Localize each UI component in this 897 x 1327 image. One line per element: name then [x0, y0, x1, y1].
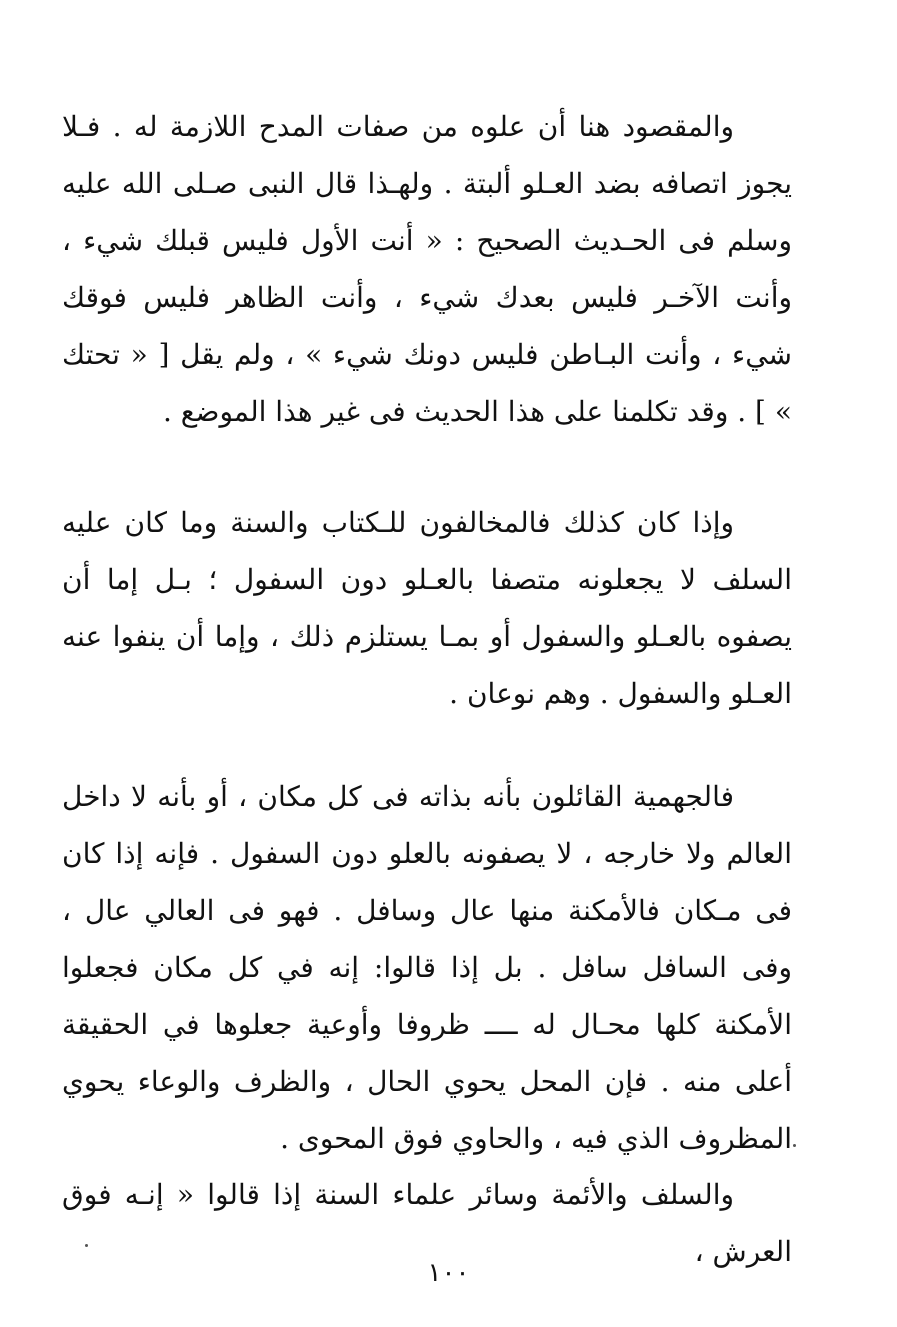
- scan-speck: [85, 1244, 88, 1247]
- paragraph-text: وإذا كان كذلك فالمخالفون للـكتاب والسنة وما كان عليه السلف لا يجعلونه متصفا بالعـلو دون السفول ؛ بـل إما أن يصفوه بالعـلو والسفول أو بمـا يستلزم ذلك ، وإما أن ينفوا عنه العـلو والسفول . وهم نوعان .: [62, 506, 792, 710]
- paragraph-text: والمقصود هنا أن علوه من صفات المدح اللازمة له . فـلا يجوز اتصافه بضد العـلو ألبتة . ولهـذا قال النبى صـلى الله عليه وسلم فى الحـديث الصحيح : « أنت الأول فليس قبلك شيء ، وأنت الآخـر فليس بعدك شيء ، وأنت الظاهر فليس فوقك شيء ، وأنت البـاطن فليس دونك شيء » ، ولم يقل [ « تحتك » ] . وقد تكلمنا على هذا الحديث فى غير هذا الموضع .: [62, 110, 792, 428]
- scan-speck: [793, 1144, 796, 1147]
- paragraph-text: والسلف والأئمة وسائر علماء السنة إذا قالوا « إنـه فوق العرش ،: [62, 1178, 792, 1268]
- page-number: ١٠٠: [427, 1258, 470, 1288]
- body-paragraph-3: [62, 768, 792, 1167]
- body-paragraph-1: [62, 98, 792, 440]
- body-paragraph-2: [62, 494, 792, 722]
- paragraph-text: فالجهمية القائلون بأنه بذاته فى كل مكان ، أو بأنه لا داخل العالم ولا خارجه ، لا يصفونه بالعلو دون السفول . فإنه إذا كان فى مـكان فالأمكنة منها عال وسافل . فهو فى العالي عال ، وفى السافل سافل . بل إذا قالوا: إنه في كل مكان فجعلوا الأمكنة كلها محـال له ــــ ظروفا وأوعية جعلوها في الحقيقة أعلى منه . فإن المحل يحوي الحال ، والظرف والوعاء يحوي المظروف الذي فيه ، والحاوي فوق المحوى .: [62, 780, 792, 1155]
